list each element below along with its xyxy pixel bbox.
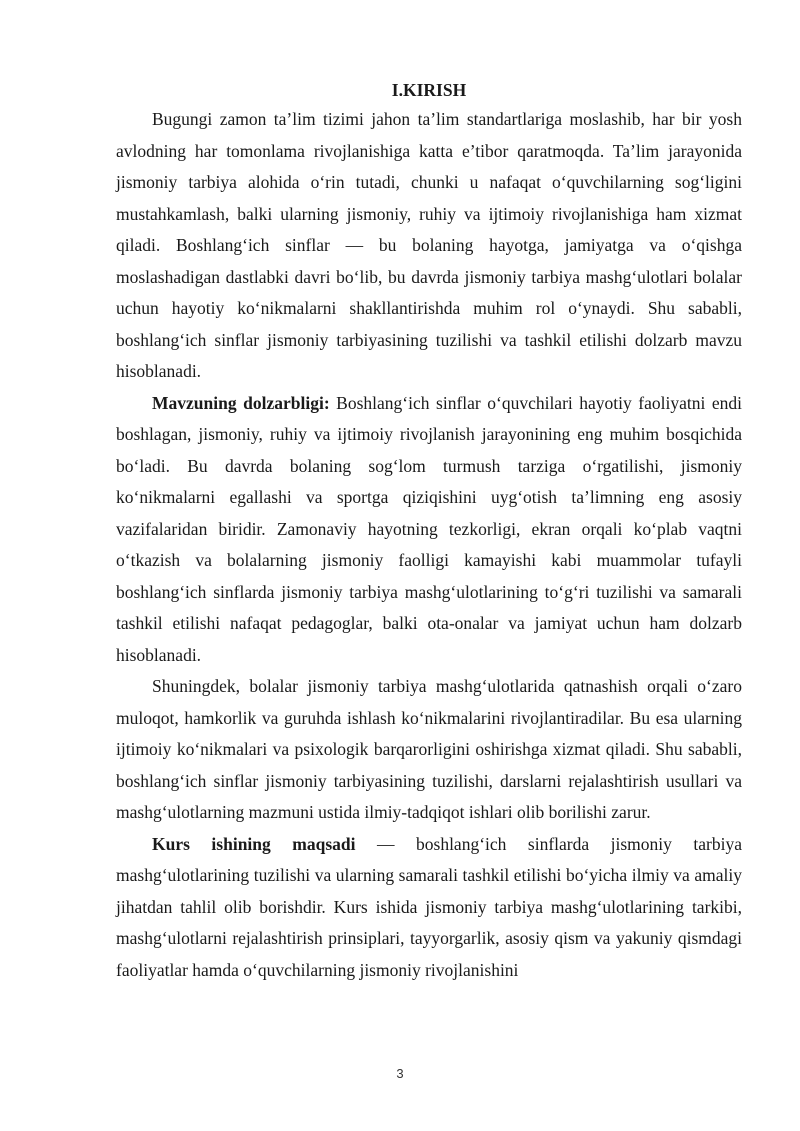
section-heading: I.KIRISH [391, 80, 467, 100]
paragraph-bold-lead: Mavzuning dolzarbligi: [152, 392, 330, 413]
paragraph-bold-lead: Kurs ishining maqsadi [152, 833, 356, 854]
page-number: 3 [396, 1066, 404, 1081]
document-page [116, 78, 742, 986]
paragraph-text: — boshlang‘ich sinflarda jismoniy tarbiya mashg‘ulotlarining tuzilishi va ularning samarali tashkil etilishi bo‘yicha ilmiy va amaliy jihatdan tahlil olib borishdir. Kurs ishida jismoniy tarbiya mashg‘ulotlarining tarkibi, mashg‘ulotlarni rejalashtirish prinsiplari, tayyorgarlik, asosiy qism va yakuniy qismdagi faoliyatlar hamda o‘quvchilarning jismoniy rivojlanishini [116, 833, 742, 980]
paragraph-text: Bugungi zamon ta’lim tizimi jahon ta’lim standartlariga moslashib, har bir yosh avlodning har tomonlama rivojlanishiga katta e’tibor qaratmoqda. Ta’lim jarayonida jismoniy tarbiya alohida o‘rin tutadi, chunki u nafaqat o‘quvchilarning sog‘ligini mustahkamlash, balki ularning jismoniy, ruhiy va ijtimoiy rivojlanishiga ham xizmat qiladi. Boshlang‘ich sinflar — bu bolaning hayotga, jamiyatga va o‘qishga moslashadigan dastlabki davri bo‘lib, bu davrda jismoniy tarbiya mashg‘ulotlari bolalar uchun hayotiy ko‘nikmalarni shakllantirishda muhim rol o‘ynaydi. Shu sababli, boshlang‘ich sinflar jismoniy tarbiyasining tuzilishi va tashkil etilishi dolzarb mavzu hisoblanadi. [116, 109, 742, 381]
paragraph-relevance [116, 388, 742, 672]
paragraph-social-skills [116, 671, 742, 829]
paragraph-text: Boshlang‘ich sinflar o‘quvchilari hayotiy faoliyatni endi boshlagan, jismoniy, ruhiy va ijtimoiy rivojlanish jarayonining eng muhim bosqichida bo‘ladi. Bu davrda bolaning sog‘lom turmush tarziga o‘rgatilishi, jismoniy ko‘nikmalarni egallashi va sportga qiziqishini uyg‘otish ta’limning eng asosiy vazifalaridan biridir. Zamonaviy hayotning tezkorligi, ekran orqali ko‘plab vaqtni o‘tkazish va bolalarning jismoniy faolligi kamayishi kabi muammolar tufayli boshlang‘ich sinflarda jismoniy tarbiya mashg‘ulotlarining to‘g‘ri tuzilishi va samarali tashkil etilishi nafaqat pedagoglar, balki ota-onalar va jamiyat uchun ham dolzarb hisoblanadi. [116, 392, 743, 665]
paragraph-intro [116, 104, 742, 388]
paragraph-text: Shuningdek, bolalar jismoniy tarbiya mashg‘ulotlarida qatnashish orqali o‘zaro muloqot, hamkorlik va guruhda ishlash ko‘nikmalarini rivojlantiradilar. Bu esa ularning ijtimoiy ko‘nikmalari va psixologik barqarorligini oshirishga xizmat qiladi. Shu sababli, boshlang‘ich sinflar jismoniy tarbiyasining tuzilishi, darslarni rejalashtirish usullari va mashg‘ulotlarning mazmuni ustida ilmiy-tadqiqot ishlari olib borilishi zarur. [116, 676, 742, 822]
paragraph-goal [116, 829, 742, 987]
